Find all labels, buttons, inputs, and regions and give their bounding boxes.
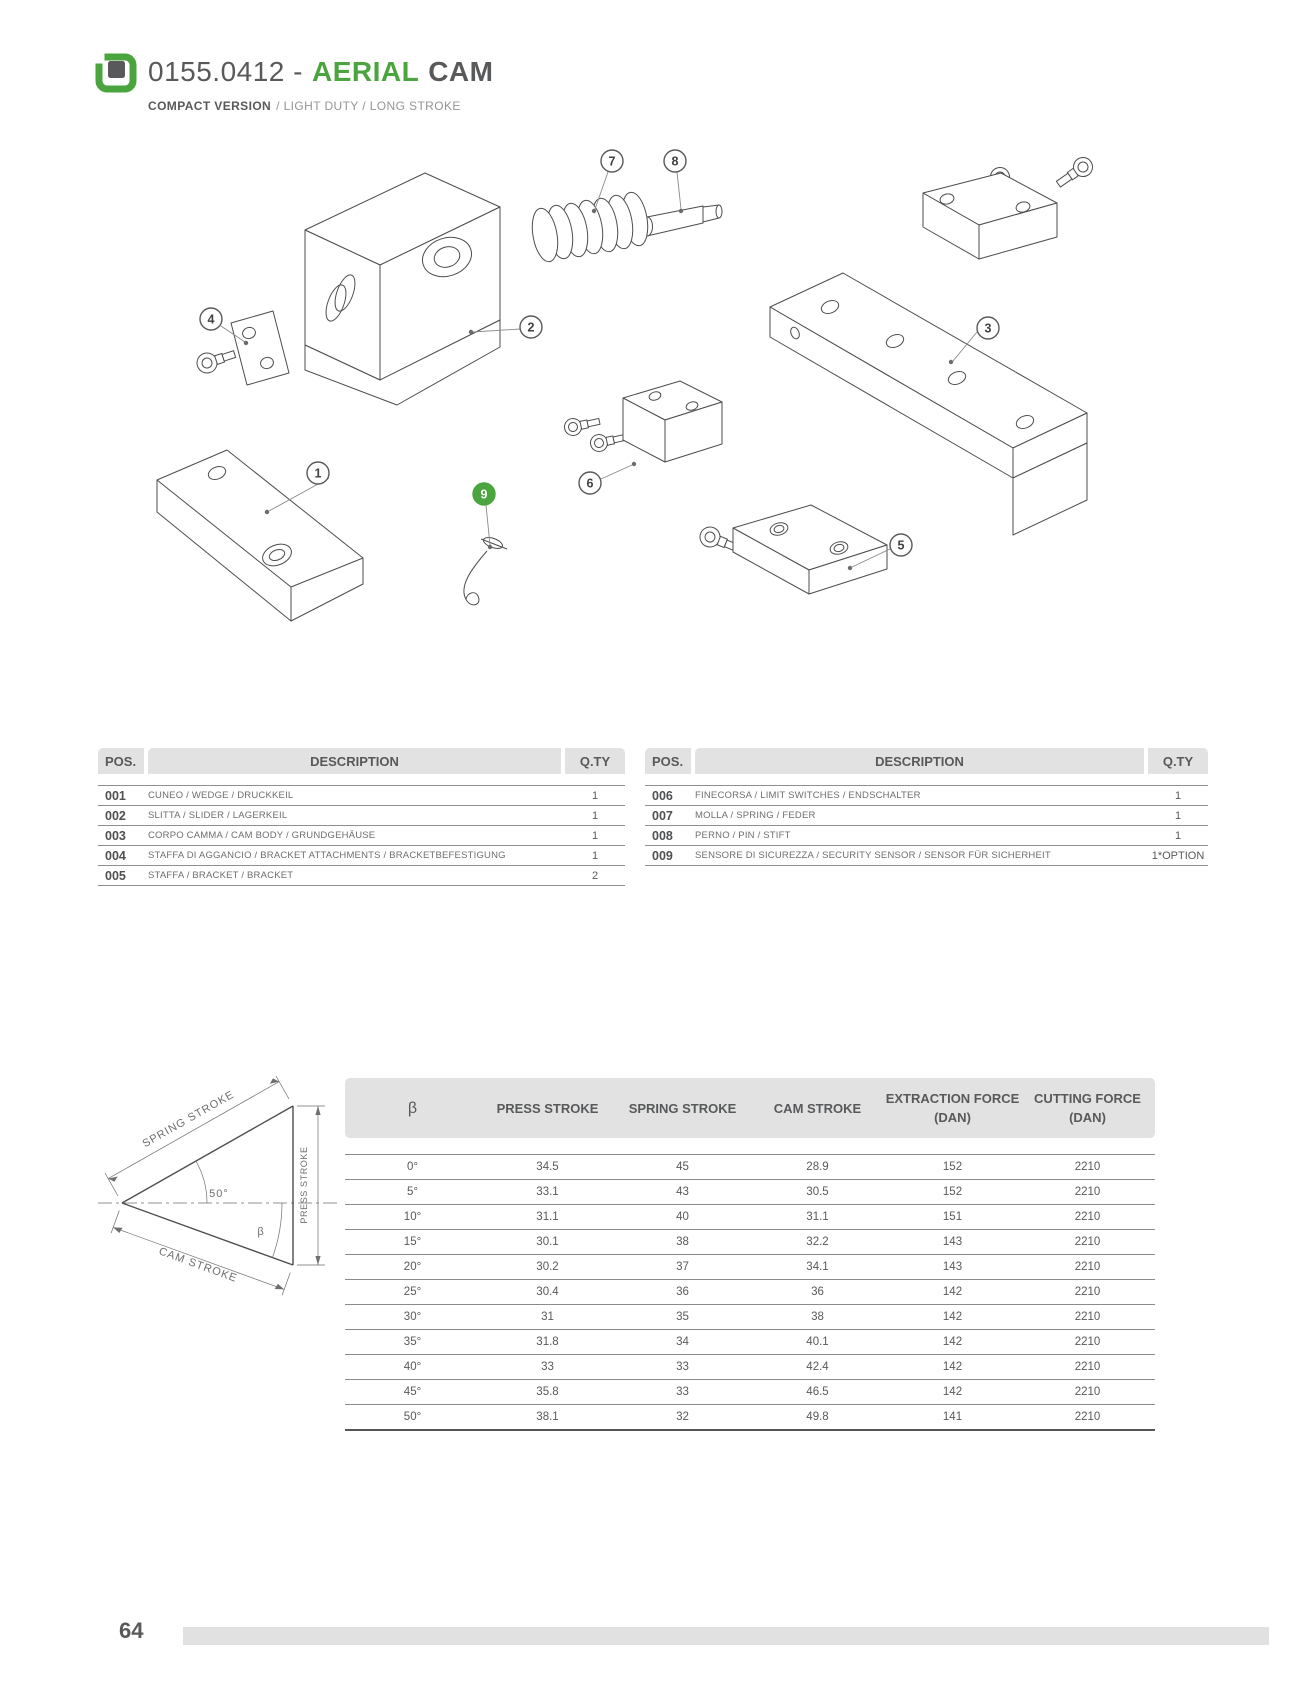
table-cell: CORPO CAMMA / CAM BODY / GRUNDGEHÄUSE xyxy=(148,830,376,841)
svg-text:9: 9 xyxy=(480,487,488,502)
table-row xyxy=(98,786,625,806)
table-cell: 49.8 xyxy=(806,1411,829,1423)
part-cam-body xyxy=(305,173,500,405)
table-cell: 1 xyxy=(591,809,599,822)
table-cell: STAFFA / BRACKET / BRACKET xyxy=(148,870,294,881)
table-cell: 142 xyxy=(942,1311,963,1323)
table-cell: 142 xyxy=(942,1336,963,1348)
table-cell: 31.1 xyxy=(806,1211,829,1223)
table-cell: 005 xyxy=(105,868,126,883)
table-cell: 2210 xyxy=(1074,1361,1101,1373)
table-cell: 33 xyxy=(541,1361,554,1373)
callout-5 xyxy=(890,534,912,556)
table-cell: 143 xyxy=(942,1261,963,1273)
footer-bar xyxy=(183,1627,1269,1645)
table-cell: 45° xyxy=(403,1386,422,1398)
stroke-angle-diagram xyxy=(95,1025,345,1303)
table-cell: 1 xyxy=(591,829,599,842)
col-header-cutting-force: CUTTING FORCE (DAN) xyxy=(1034,1091,1141,1125)
table-cell: 2 xyxy=(591,869,599,882)
table-cell: 37 xyxy=(676,1261,689,1273)
svg-text:7: 7 xyxy=(608,154,616,169)
table-cell: 001 xyxy=(105,788,126,803)
table-cell: 35 xyxy=(676,1311,689,1323)
table-cell: 38 xyxy=(811,1311,824,1323)
callout-6 xyxy=(579,472,601,494)
table-cell: 31 xyxy=(541,1311,554,1323)
callout-8 xyxy=(664,150,686,172)
table-cell: SENSORE DI SICUREZZA / SECURITY SENSOR / SENSOR FÜR SICHERHEIT xyxy=(695,850,1051,861)
table-cell: 25° xyxy=(403,1286,422,1298)
svg-text:6: 6 xyxy=(586,476,594,491)
table-cell: 2210 xyxy=(1074,1336,1101,1348)
part-security-sensor xyxy=(464,535,507,605)
svg-text:3: 3 xyxy=(984,321,992,336)
table-cell: 30° xyxy=(403,1311,422,1323)
svg-text:β: β xyxy=(257,1226,265,1238)
table-cell: 1 xyxy=(1174,829,1182,842)
col-header-description: DESCRIPTION xyxy=(148,748,561,774)
table-cell: 141 xyxy=(942,1411,963,1423)
table-cell: 36 xyxy=(676,1286,689,1298)
callout-2 xyxy=(520,316,542,338)
page-subtitle: COMPACT VERSION / LIGHT DUTY / LONG STROKE xyxy=(148,99,461,113)
table-cell: 30.2 xyxy=(536,1261,559,1273)
stroke-table xyxy=(345,1078,1155,1431)
table-cell: 32 xyxy=(676,1411,689,1423)
table-cell: 33 xyxy=(676,1361,689,1373)
table-row xyxy=(345,1380,1155,1405)
product-name-rest: CAM xyxy=(428,56,494,87)
col-header-spring-stroke: SPRING STROKE xyxy=(628,1100,737,1116)
table-cell: 1*OPTION xyxy=(1151,849,1205,862)
parts-table-left xyxy=(98,748,625,886)
callout-3 xyxy=(977,317,999,339)
table-row xyxy=(345,1355,1155,1380)
table-cell: 20° xyxy=(403,1261,422,1273)
table-cell: 152 xyxy=(942,1161,963,1173)
table-row xyxy=(345,1180,1155,1205)
table-row xyxy=(345,1155,1155,1180)
table-cell: 003 xyxy=(105,828,126,843)
table-cell: 008 xyxy=(652,828,673,843)
parts-table-body xyxy=(645,785,1208,866)
table-cell: 40° xyxy=(403,1361,422,1373)
table-cell: 15° xyxy=(403,1236,422,1248)
table-cell: 006 xyxy=(652,788,673,803)
part-bracket-bottom xyxy=(697,505,887,594)
screw-icon xyxy=(563,413,601,437)
col-header-beta: β xyxy=(407,1099,418,1117)
table-cell: 50° xyxy=(403,1411,422,1423)
table-cell: 35.8 xyxy=(536,1386,559,1398)
brand-logo-icon xyxy=(93,50,139,96)
product-name-accent: AERIAL xyxy=(311,56,420,87)
table-cell: 38.1 xyxy=(536,1411,559,1423)
table-cell: 2210 xyxy=(1074,1161,1101,1173)
table-cell: 33 xyxy=(676,1386,689,1398)
table-cell: 30.1 xyxy=(536,1236,559,1248)
col-header-qty: Q.TY xyxy=(565,748,625,774)
screw-icon xyxy=(194,345,237,376)
table-cell: 30.4 xyxy=(536,1286,559,1298)
col-header-qty: Q.TY xyxy=(1148,748,1208,774)
stroke-table-body xyxy=(345,1154,1155,1431)
part-limit-switch-block xyxy=(563,381,722,462)
table-row xyxy=(345,1280,1155,1305)
svg-text:4: 4 xyxy=(207,312,215,327)
table-cell: 152 xyxy=(942,1186,963,1198)
table-cell: 32.2 xyxy=(806,1236,829,1248)
table-cell: 2210 xyxy=(1074,1411,1101,1423)
product-code: 0155.0412 - xyxy=(148,56,303,87)
table-cell: 1 xyxy=(1174,789,1182,802)
table-cell: 007 xyxy=(652,808,673,823)
table-row xyxy=(645,786,1208,806)
table-cell: 2210 xyxy=(1074,1186,1101,1198)
parts-table-header xyxy=(645,748,1208,774)
part-slider-wedge xyxy=(157,450,363,621)
table-cell: 40 xyxy=(676,1211,689,1223)
col-header-pos: POS. xyxy=(98,748,144,774)
col-header-description: DESCRIPTION xyxy=(695,748,1144,774)
table-cell: STAFFA DI AGGANCIO / BRACKET ATTACHMENTS / BRACKETBEFESTIGUNG xyxy=(148,850,506,861)
table-cell: 35° xyxy=(403,1336,422,1348)
table-cell: MOLLA / SPRING / FEDER xyxy=(695,810,816,821)
table-cell: 30.5 xyxy=(806,1186,829,1198)
callout-4 xyxy=(200,308,222,330)
table-cell: PERNO / PIN / STIFT xyxy=(695,830,791,841)
table-row xyxy=(98,866,625,886)
part-cam-plate xyxy=(770,273,1087,535)
table-row xyxy=(98,806,625,826)
table-cell: 34 xyxy=(676,1336,689,1348)
table-cell: 142 xyxy=(942,1286,963,1298)
table-cell: 43 xyxy=(676,1186,689,1198)
screw-icon xyxy=(1053,154,1096,192)
table-cell: 002 xyxy=(105,808,126,823)
svg-text:PRESS STROKE: PRESS STROKE xyxy=(299,1146,309,1224)
table-cell: 46.5 xyxy=(806,1386,829,1398)
table-cell: 2210 xyxy=(1074,1386,1101,1398)
table-cell: 1 xyxy=(591,849,599,862)
svg-text:SPRING STROKE: SPRING STROKE xyxy=(140,1088,237,1151)
svg-text:8: 8 xyxy=(671,154,679,169)
table-cell: 2210 xyxy=(1074,1236,1101,1248)
col-header-extraction-force: EXTRACTION FORCE (DAN) xyxy=(885,1091,1020,1125)
table-row xyxy=(345,1230,1155,1255)
col-header-cam-stroke: CAM STROKE xyxy=(773,1100,862,1116)
table-cell: 2210 xyxy=(1074,1311,1101,1323)
table-cell: 31.8 xyxy=(536,1336,559,1348)
table-cell: 36 xyxy=(811,1286,824,1298)
table-cell: 2210 xyxy=(1074,1211,1101,1223)
parts-table-right xyxy=(645,748,1208,866)
parts-table-header xyxy=(98,748,625,774)
screw-icon xyxy=(589,429,627,453)
svg-text:1: 1 xyxy=(314,466,322,481)
table-cell: 009 xyxy=(652,848,673,863)
table-row xyxy=(98,826,625,846)
table-row xyxy=(98,846,625,866)
table-row xyxy=(345,1405,1155,1431)
table-row xyxy=(645,826,1208,846)
table-cell: 10° xyxy=(403,1211,422,1223)
callout-1 xyxy=(307,462,329,484)
table-cell: 142 xyxy=(942,1361,963,1373)
page-title xyxy=(148,56,493,88)
callout-7 xyxy=(601,150,623,172)
table-cell: 143 xyxy=(942,1236,963,1248)
table-cell: 33.1 xyxy=(536,1186,559,1198)
page-number: 64 xyxy=(119,1618,144,1643)
part-spring xyxy=(528,190,651,263)
table-row xyxy=(345,1205,1155,1230)
table-cell: CUNEO / WEDGE / DRUCKKEIL xyxy=(148,790,294,801)
col-header-pos: POS. xyxy=(645,748,691,774)
stroke-table-header xyxy=(345,1078,1155,1138)
table-cell: 28.9 xyxy=(806,1161,829,1173)
table-row xyxy=(645,806,1208,826)
parts-table-body xyxy=(98,785,625,886)
table-row xyxy=(345,1305,1155,1330)
table-cell: 45 xyxy=(676,1161,689,1173)
exploded-view-diagram xyxy=(95,135,1205,665)
table-cell: 38 xyxy=(676,1236,689,1248)
table-cell: 004 xyxy=(105,848,126,863)
callout-9-highlighted xyxy=(473,483,495,505)
table-cell: 2210 xyxy=(1074,1286,1101,1298)
table-cell: 142 xyxy=(942,1386,963,1398)
table-cell: 1 xyxy=(1174,809,1182,822)
svg-text:2: 2 xyxy=(527,320,535,335)
svg-text:CAM STROKE: CAM STROKE xyxy=(157,1245,239,1285)
svg-text:5: 5 xyxy=(897,538,905,553)
table-cell: 34.5 xyxy=(536,1161,559,1173)
table-cell: SLITTA / SLIDER / LAGERKEIL xyxy=(148,810,288,821)
table-cell: 31.1 xyxy=(536,1211,559,1223)
col-header-press-stroke: PRESS STROKE xyxy=(496,1100,599,1116)
table-cell: FINECORSA / LIMIT SWITCHES / ENDSCHALTER xyxy=(695,790,921,801)
table-cell: 151 xyxy=(942,1211,963,1223)
svg-text:50°: 50° xyxy=(209,1188,229,1200)
table-row xyxy=(345,1330,1155,1355)
table-cell: 2210 xyxy=(1074,1261,1101,1273)
table-cell: 34.1 xyxy=(806,1261,829,1273)
table-row xyxy=(645,846,1208,866)
table-row xyxy=(345,1255,1155,1280)
table-cell: 42.4 xyxy=(806,1361,829,1373)
table-cell: 0° xyxy=(407,1161,418,1173)
table-cell: 1 xyxy=(591,789,599,802)
part-bracket-top xyxy=(923,154,1096,259)
table-cell: 5° xyxy=(407,1186,418,1198)
table-cell: 40.1 xyxy=(806,1336,829,1348)
